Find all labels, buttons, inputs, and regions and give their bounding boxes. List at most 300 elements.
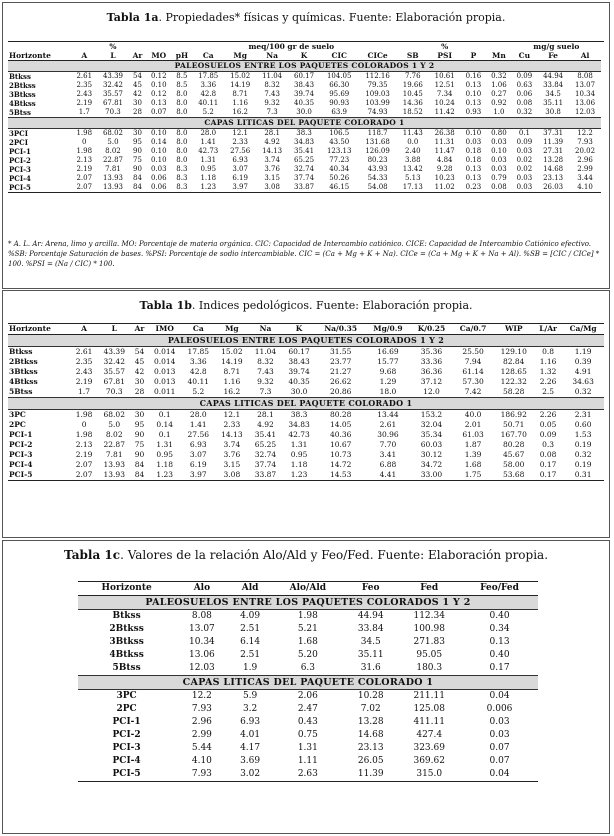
table-cell: 1.18 <box>156 460 174 469</box>
table-cell: 8.32 <box>257 357 274 366</box>
table-cell: 2.96 <box>191 717 212 727</box>
table-cell: 112.34 <box>413 611 445 621</box>
column-header: L <box>97 324 131 335</box>
table-cell: 100.98 <box>413 624 445 634</box>
table-cell: 40.35 <box>288 377 310 386</box>
table-cell: 3.08 <box>256 183 288 193</box>
table-cell: 0.31 <box>562 470 604 481</box>
table-cell: 4.92 <box>264 138 280 146</box>
column-header: Horizonte <box>8 324 71 335</box>
table-row <box>8 347 604 358</box>
table-cell: 0.08 <box>516 99 533 107</box>
column-header: K <box>288 51 320 61</box>
table-cell: 4.17 <box>240 743 261 753</box>
table-cell: 2.31 <box>574 410 592 419</box>
table-cell: 31.55 <box>329 347 352 356</box>
table-cell: 0.16 <box>465 72 482 80</box>
table-row <box>78 649 538 662</box>
table-cell: 14.68 <box>357 730 384 740</box>
table-cell: 1.23 <box>282 470 316 481</box>
table-cell: 5.0 <box>108 420 121 429</box>
table-cell: 23.13 <box>543 174 564 182</box>
table-cell: 33.84 <box>543 81 564 89</box>
row-label: PCI-1 <box>9 147 31 156</box>
table-cell: 0.60 <box>574 420 592 429</box>
table-cell: 65.25 <box>294 156 315 164</box>
table-cell: 84 <box>134 460 145 469</box>
table-cell: 1.18 <box>200 174 217 182</box>
table-cell: 0.13 <box>489 637 510 647</box>
row-label: 5Btss <box>9 387 33 396</box>
table-cell: 3.07 <box>189 450 207 459</box>
row-label: 3PC <box>9 410 26 419</box>
table-cell: 16.2 <box>232 108 248 116</box>
table-cell: 67.81 <box>103 377 125 386</box>
table-cell: 10.28 <box>357 691 384 701</box>
table-cell: 0.06 <box>150 174 167 182</box>
row-label: Btkss <box>112 611 141 621</box>
table-cell: 60.17 <box>294 72 315 80</box>
table-cell: 0.03 <box>150 165 167 173</box>
table-cell: 6.93 <box>232 156 248 164</box>
table-cell: 40.35 <box>294 99 315 107</box>
table-cell: 0.12 <box>150 90 167 98</box>
table-cell: 0 <box>81 420 87 429</box>
row-label: 5Btss <box>9 108 31 117</box>
table-cell: 14.72 <box>329 460 352 469</box>
table-cell: 0.03 <box>465 138 482 146</box>
table-cell: 38.3 <box>290 410 308 419</box>
table-cell: 8.0 <box>176 156 188 164</box>
table-cell: 3.08 <box>215 470 249 481</box>
table-cell: 11.02 <box>429 183 461 193</box>
table-cell: 5.44 <box>191 743 212 753</box>
table-cell: 13.42 <box>402 165 423 173</box>
row-label: PCI-3 <box>9 450 33 459</box>
table-row <box>8 99 604 108</box>
row-label: PCI-1 <box>9 430 33 439</box>
table-cell: 1.87 <box>464 440 482 449</box>
table-cell: 0.95 <box>156 450 174 459</box>
table-cell: 112.16 <box>365 72 390 80</box>
row-label: 2PCI <box>9 138 28 147</box>
row-label: PCI-5 <box>8 470 71 481</box>
table-cell: 0.06 <box>516 90 533 98</box>
table-cell: 0.92 <box>491 99 507 107</box>
table-cell: 10.34 <box>189 637 215 647</box>
table-cell: 42 <box>133 90 142 98</box>
column-header: Ald <box>229 582 272 596</box>
table-cell: 1.41 <box>189 420 207 429</box>
table-cell: 0.09 <box>516 72 533 80</box>
table-cell: 2.51 <box>240 624 261 634</box>
table-cell: 0.18 <box>465 156 482 164</box>
table-cell: 46.15 <box>320 183 358 193</box>
table-cell: 53.68 <box>494 470 534 481</box>
table-cell: 323.69 <box>413 743 445 753</box>
table-cell: 8.02 <box>105 430 123 439</box>
table-cell: 35.11 <box>357 650 384 660</box>
table-cell: 369.62 <box>413 756 445 766</box>
table-cell: 14.68 <box>543 165 564 173</box>
table-cell: 1.98 <box>76 147 93 155</box>
table-cell: 153.2 <box>420 410 443 419</box>
table-cell: 79.35 <box>367 81 388 89</box>
table-cell: 8.0 <box>176 138 188 146</box>
table-cell: 0.40 <box>489 650 510 660</box>
table-cell: 0.32 <box>491 72 507 80</box>
table-cell: 1.53 <box>574 430 592 439</box>
unit-percent-2: % <box>429 42 461 52</box>
row-label: 3PCI <box>9 129 28 138</box>
unit-mg: mg/g suelo <box>512 42 601 52</box>
table-cell: 8.5 <box>176 72 188 80</box>
table-cell: 180.3 <box>416 663 443 673</box>
table-cell: 1.19 <box>574 347 592 356</box>
table-cell: 8.3 <box>176 165 188 173</box>
section-title: PALEOSUELOS ENTRE LOS PAQUETES COLORADOS 1 Y 2 <box>78 596 538 610</box>
column-header: MO <box>146 51 171 61</box>
table-cell: 11.43 <box>402 129 423 137</box>
table-cell: 45 <box>134 357 145 366</box>
table-cell: 60.17 <box>288 347 310 356</box>
table-cell: 8.08 <box>191 611 212 621</box>
table-row <box>8 450 604 460</box>
table-cell: 2.40 <box>404 147 421 155</box>
table-cell: 90 <box>134 430 145 439</box>
table-cell: 8.08 <box>577 72 593 80</box>
row-label: PCI-2 <box>9 156 31 165</box>
table-cell: 131.68 <box>365 138 390 146</box>
table-cell: 80.23 <box>367 156 388 164</box>
table-cell: 3.02 <box>229 768 272 782</box>
table-1a-panel <box>2 2 610 289</box>
table-cell: 411.11 <box>413 717 445 727</box>
table-cell: 3.97 <box>181 470 215 481</box>
table-cell: 42.73 <box>288 430 310 439</box>
table-cell: 2.61 <box>379 420 397 429</box>
table-cell: 3.76 <box>223 450 241 459</box>
column-header: Mn <box>486 51 511 61</box>
table-cell: 43.50 <box>329 138 350 146</box>
table-cell: 0.1 <box>158 430 171 439</box>
table-cell: 0.13 <box>150 99 167 107</box>
table-cell: 2.01 <box>464 420 482 429</box>
table-cell: 7.76 <box>404 72 421 80</box>
table-cell: 1.41 <box>200 138 217 146</box>
table-cell: 1.68 <box>464 460 482 469</box>
row-label: 3Btkss <box>109 637 144 647</box>
table-cell: 0.34 <box>489 624 510 634</box>
table-cell: 1.7 <box>78 387 91 396</box>
table-cell: 0.8 <box>542 347 555 356</box>
table-cell: 27.56 <box>230 147 251 155</box>
table-row <box>8 81 604 90</box>
table-cell: 8.0 <box>176 147 188 155</box>
table-cell: 2.5 <box>542 387 555 396</box>
column-header: PSI <box>429 51 461 61</box>
table-cell: 35.36 <box>420 347 443 356</box>
table-cell: 44.94 <box>543 72 564 80</box>
table-cell: 17.13 <box>397 183 429 193</box>
table-cell: 3.44 <box>577 174 593 182</box>
table-cell: 15.02 <box>221 347 243 356</box>
table-cell: 90 <box>133 165 142 173</box>
table-cell: 1.31 <box>200 156 217 164</box>
table-cell: 28.1 <box>257 410 274 419</box>
table-cell: 0.09 <box>516 138 533 146</box>
table-cell: 8.02 <box>105 147 121 155</box>
table-cell: 7.93 <box>175 768 228 782</box>
table-cell: 126.09 <box>365 147 390 155</box>
table-row <box>8 367 604 377</box>
table-cell: 68.02 <box>102 129 123 137</box>
table-cell: 35.41 <box>254 430 277 439</box>
table-cell: 0.80 <box>491 129 507 137</box>
column-header: Mg <box>224 51 256 61</box>
table-cell: 5.2 <box>202 108 214 116</box>
table-cell: 0.10 <box>150 129 167 137</box>
table-cell: 95 <box>133 138 142 146</box>
table-cell: 33.36 <box>420 357 443 366</box>
table-cell: 3.07 <box>232 165 248 173</box>
table-cell: 1.16 <box>223 377 241 386</box>
table-cell: 12.2 <box>577 129 593 137</box>
table-cell: 1.06 <box>491 81 507 89</box>
table-cell: 14.13 <box>221 430 243 439</box>
table-1b-panel <box>2 290 610 538</box>
table-cell: 11.42 <box>434 108 455 116</box>
table-cell: 104.05 <box>326 72 352 80</box>
row-label: 2PC <box>9 420 26 429</box>
row-label: 2Btkss <box>9 357 38 366</box>
table-cell: 18.52 <box>402 108 423 116</box>
row-label: Btkss <box>9 347 33 356</box>
table-cell: 35.34 <box>420 430 443 439</box>
table-cell: 37.12 <box>420 377 443 386</box>
table-cell: 66.30 <box>329 81 350 89</box>
table-cell: 3.74 <box>223 440 241 449</box>
table-row <box>8 387 604 398</box>
table-row <box>8 357 604 367</box>
table-cell: 23.13 <box>357 743 384 753</box>
section-title: PALEOSUELOS ENTRE LOS PAQUETES COLORADOS 1 Y 2 <box>8 61 601 72</box>
table-cell: 1.16 <box>539 357 557 366</box>
table-cell: 9.32 <box>264 99 280 107</box>
table-cell: 0.32 <box>516 108 533 116</box>
table-row <box>78 623 538 636</box>
table-cell: 0.17 <box>539 460 557 469</box>
table-cell: 1.68 <box>297 637 318 647</box>
table-cell: 39.74 <box>288 367 310 376</box>
table-cell: 7.3 <box>266 108 278 116</box>
table-cell: 0.95 <box>200 165 217 173</box>
table-cell: 44.94 <box>357 611 384 621</box>
table-cell: 84 <box>133 174 142 182</box>
table-cell: 4.41 <box>366 470 411 481</box>
table-cell: 22.87 <box>103 440 125 449</box>
table-cell: 63.9 <box>331 108 347 116</box>
table-cell: 90.93 <box>329 99 350 107</box>
table-row <box>8 420 604 430</box>
table-cell: 11.04 <box>262 72 283 80</box>
table-cell: 0.12 <box>150 72 167 80</box>
table-row <box>78 729 538 742</box>
row-label: 2PC <box>116 704 137 714</box>
table-row <box>8 460 604 470</box>
table-cell: 0.14 <box>156 420 174 429</box>
table-row <box>8 108 604 118</box>
table-cell: 38.43 <box>288 357 310 366</box>
section-header-row <box>8 398 604 410</box>
table-cell: 0.08 <box>486 183 511 193</box>
column-header: K <box>282 324 316 335</box>
table-cell: 54.33 <box>367 174 388 182</box>
table-cell: 12.1 <box>232 129 248 137</box>
table-cell: 3.2 <box>242 704 258 714</box>
table-cell: 28 <box>133 108 142 116</box>
table-cell: 40.11 <box>187 377 210 386</box>
table-cell: 50.71 <box>502 420 525 429</box>
table-cell: 0.014 <box>153 357 176 366</box>
table-cell: 77.23 <box>329 156 350 164</box>
column-header: WIP <box>494 324 534 335</box>
table-cell: 0.02 <box>516 156 533 164</box>
table-cell: 3.69 <box>240 756 261 766</box>
table-cell: 0.75 <box>297 730 318 740</box>
table-cell: 1.98 <box>297 611 318 621</box>
table-cell: 58.00 <box>502 460 525 469</box>
table-row <box>78 755 538 768</box>
table-cell: 13.06 <box>189 650 215 660</box>
table-row <box>8 440 604 450</box>
table-cell: 427.4 <box>416 730 443 740</box>
column-header: Ar <box>129 51 146 61</box>
table-cell: 70.3 <box>105 387 123 396</box>
table-cell: 17.85 <box>187 347 210 356</box>
table-cell: 26.38 <box>434 129 455 137</box>
table-row <box>78 768 538 782</box>
table-cell: 34.5 <box>545 90 561 98</box>
table-cell: 0.03 <box>491 138 507 146</box>
table-cell: 2.13 <box>75 440 93 449</box>
table-cell: 28 <box>134 387 145 396</box>
column-header: CIC <box>320 51 358 61</box>
table-cell: 1.16 <box>232 99 248 107</box>
table-1a-footnote: * A. L. Ar: Arena, limo y arcilla. MO: Porcentaje de materia orgánica. CIC: Capacidad de Intercambio catiónico. CICE: Capacidad de Intercambio Catiónico efectivo. %SB: Porcentaje Saturación de bases. %PSI: Porcentaje de sodio intercambiable. CIC = (Ca + Mg + K + Na). CICe = (Ca + Mg + K + Na + Al). %SB = [CIC / CICe] * 100. %PSI = (Na / CIC) * 100. <box>8 240 600 268</box>
table-cell: 40.34 <box>329 165 350 173</box>
table-cell: 4.92 <box>257 420 274 429</box>
table-cell: 8.0 <box>176 90 188 98</box>
table-row <box>8 72 604 82</box>
table-cell: 1.23 <box>192 183 224 193</box>
table-row <box>8 147 604 156</box>
table-cell: 61.03 <box>462 430 484 439</box>
column-header: Na <box>256 51 288 61</box>
table-cell: 40.36 <box>329 430 352 439</box>
table-1c-header-row <box>78 582 538 596</box>
table-row <box>8 165 604 174</box>
table-cell: 33.84 <box>357 624 384 634</box>
table-row <box>8 377 604 387</box>
table-cell: 65.25 <box>254 440 277 449</box>
table-cell: 80.28 <box>329 410 352 419</box>
table-cell: 1.32 <box>539 367 557 376</box>
table-cell: 34.83 <box>288 420 310 429</box>
table-cell: 3.36 <box>189 357 207 366</box>
row-label: PCI-4 <box>9 460 33 469</box>
table-cell: 10.34 <box>575 90 596 98</box>
table-cell: 19.66 <box>402 81 423 89</box>
table-1b-header-row <box>8 324 604 335</box>
table-cell: 3.97 <box>224 183 256 193</box>
table-cell: 0.03 <box>516 147 533 155</box>
row-label: PCI-3 <box>112 743 141 753</box>
table-cell: 28.0 <box>189 410 207 419</box>
table-cell: 315.0 <box>397 768 461 782</box>
row-label: 2Btkss <box>109 624 144 634</box>
section-title: CAPAS LITICAS DEL PAQUETE COLORADO 1 <box>78 676 538 690</box>
table-cell: 43.93 <box>367 165 388 173</box>
table-cell: 30 <box>134 410 145 419</box>
table-row <box>78 716 538 729</box>
table-cell: 0.10 <box>150 147 167 155</box>
table-cell: 3.74 <box>264 156 280 164</box>
table-cell: 2.63 <box>272 768 344 782</box>
table-row <box>8 174 604 183</box>
table-cell: 43.39 <box>102 72 123 80</box>
table-1a <box>8 41 604 193</box>
table-cell: 2.96 <box>577 156 593 164</box>
table-cell: 6.14 <box>240 637 261 647</box>
table-cell: 34.63 <box>572 377 594 386</box>
table-1a-header-row <box>8 51 604 61</box>
table-cell: 27.31 <box>543 147 564 155</box>
table-cell: 90 <box>134 450 145 459</box>
table-cell: 0.04 <box>461 768 538 782</box>
table-cell: 8.5 <box>176 81 188 89</box>
table-cell: 26.62 <box>329 377 352 386</box>
table-cell: 12.1 <box>223 410 241 419</box>
table-cell: 43.39 <box>103 347 125 356</box>
table-row <box>8 470 604 481</box>
table-1c-panel <box>2 540 610 834</box>
table-cell: 95.05 <box>416 650 443 660</box>
table-cell: 0.13 <box>465 174 482 182</box>
table-cell: 4.10 <box>191 756 212 766</box>
table-cell: 20.02 <box>575 147 596 155</box>
table-cell: 50.26 <box>329 174 350 182</box>
table-row <box>78 690 538 704</box>
column-header: Ar <box>131 324 148 335</box>
table-cell: 37.31 <box>543 129 564 137</box>
table-cell: 167.70 <box>500 430 527 439</box>
table-cell: 0.79 <box>491 174 507 182</box>
table-cell: 0.06 <box>146 183 171 193</box>
row-label: 3Btkss <box>9 90 36 99</box>
column-header: Horizonte <box>8 51 72 61</box>
table-cell: 2.33 <box>232 138 248 146</box>
table-cell: 0.1 <box>518 129 530 137</box>
table-cell: 84 <box>131 470 148 481</box>
table-cell: 28.1 <box>264 129 280 137</box>
table-cell: 3.88 <box>404 156 421 164</box>
table-cell: 16.69 <box>377 347 399 356</box>
table-cell: 4.01 <box>240 730 261 740</box>
table-cell: 30.8 <box>545 108 561 116</box>
table-row <box>78 662 538 676</box>
table-cell: 0.3 <box>542 440 555 449</box>
